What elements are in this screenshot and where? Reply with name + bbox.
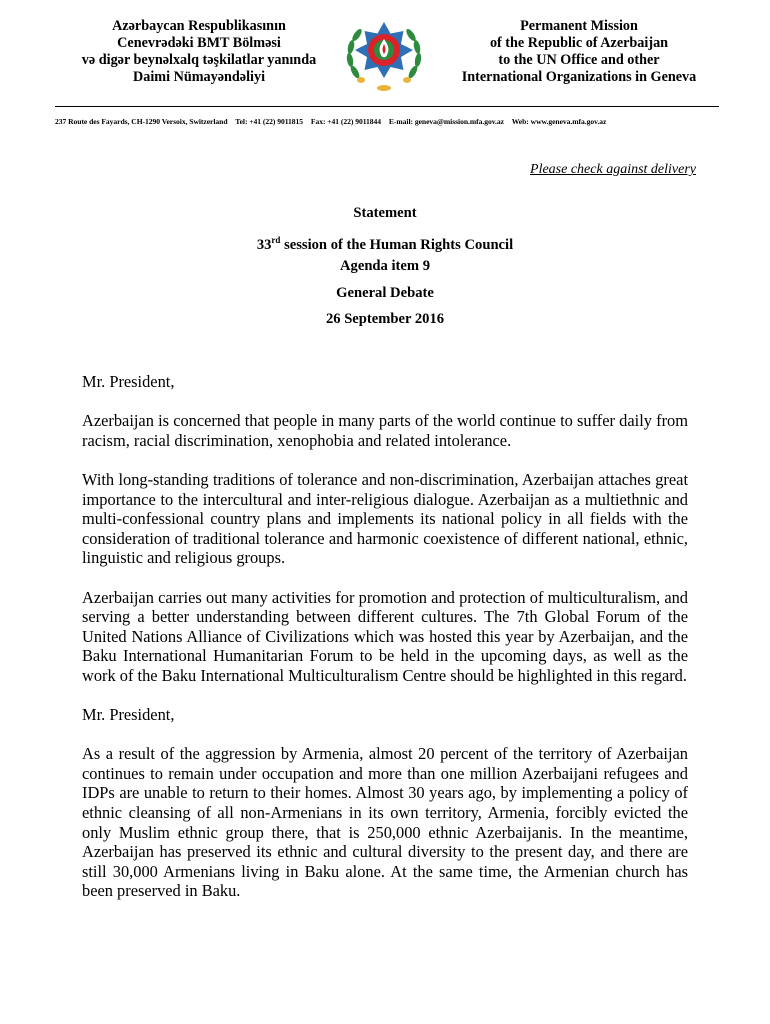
address-fax: Fax: +41 (22) 9011844 — [310, 117, 382, 126]
paragraph: With long-standing traditions of tolerance and non-discrimination, Azerbaijan attaches great importance to the intercultural and inter-religious dialogue. Azerbaijan as a multiethnic and multi-confessional country plans and implements its national policy in all fields with the consideration of traditional tolerance and harmonic coexistence of different national, ethnic, linguistic and religious groups. — [82, 469, 688, 568]
statement-body — [82, 372, 688, 921]
header-right-line: International Organizations in Geneva — [461, 69, 697, 85]
header-divider — [55, 106, 719, 107]
date-heading: 26 September 2016 — [325, 311, 445, 327]
header-right-line: to the UN Office and other — [498, 52, 660, 68]
address-tel: Tel: +41 (22) 9011815 — [235, 117, 304, 126]
paragraph: Azerbaijan is concerned that people in many parts of the world continue to suffer daily from racism, racial discrimination, xenophobia and related intolerance. — [82, 411, 688, 450]
state-emblem-icon — [343, 14, 425, 96]
session-text: session of the Human Rights Council — [280, 236, 514, 253]
header-right-line: Permanent Mission — [520, 18, 638, 34]
session-heading — [80, 231, 690, 258]
session-number: 33 — [256, 236, 272, 253]
statement-heading: Statement — [353, 205, 417, 221]
salutation: Mr. President, — [82, 372, 175, 391]
header-right-block — [438, 18, 720, 86]
statement-title-block — [80, 204, 690, 337]
header-left-line: Azərbaycan Respublikasının — [112, 18, 286, 34]
paragraph: As a result of the aggression by Armenia, almost 20 percent of the territory of Azerbaijan continues to remain under occupation and more than one million Azerbaijani refugees and IDPs are unable to return to their homes. Almost 30 years ago, by implementing a policy of ethnic cleansing of all non-Armenians in its own territory, Armenia, forcibly evicted the only Muslim ethnic group there, that is 250,000 ethnic Azerbaijanis. In the meantime, Azerbaijan has preserved its ethnic and cultural diversity to the present day, and there are still 30,000 Armenians living in Baku alone. At the same time, the Armenian church has been preserved in Baku. — [82, 744, 688, 901]
header-left-line: və digər beynəlxalq təşkilatlar yanında — [81, 52, 317, 68]
address-street: 237 Route des Fayards, CH-1290 Versoix, Switzerland — [55, 117, 228, 126]
header-right-line: of the Republic of Azerbaijan — [489, 35, 669, 51]
address-line — [55, 117, 719, 126]
agenda-heading: Agenda item 9 — [340, 258, 430, 274]
session-suffix: rd — [271, 234, 281, 245]
paragraph: Azerbaijan carries out many activities for promotion and protection of multiculturalism, and serving a better understanding between different cultures. The 7th Global Forum of the United Nations Alliance of Civilizations which was hosted this year by Azerbaijan, and the Baku International Humanitarian Forum to be held in the upcoming days, as well as the work of the Baku International Multiculturalism Centre should be highlighted in this regard. — [82, 587, 688, 685]
delivery-note: Please check against delivery — [530, 162, 696, 177]
header-left-block — [60, 18, 338, 86]
debate-heading: General Debate — [336, 284, 434, 301]
header-left-line: Cenevrədəki BMT Bölməsi — [117, 35, 281, 51]
address-email[interactable]: E-mail: geneva@mission.mfa.gov.az — [388, 117, 504, 126]
address-web[interactable]: Web: www.geneva.mfa.gov.az — [511, 117, 607, 126]
header-left-line: Daimi Nümayəndəliyi — [132, 69, 266, 85]
salutation: Mr. President, — [82, 705, 175, 725]
